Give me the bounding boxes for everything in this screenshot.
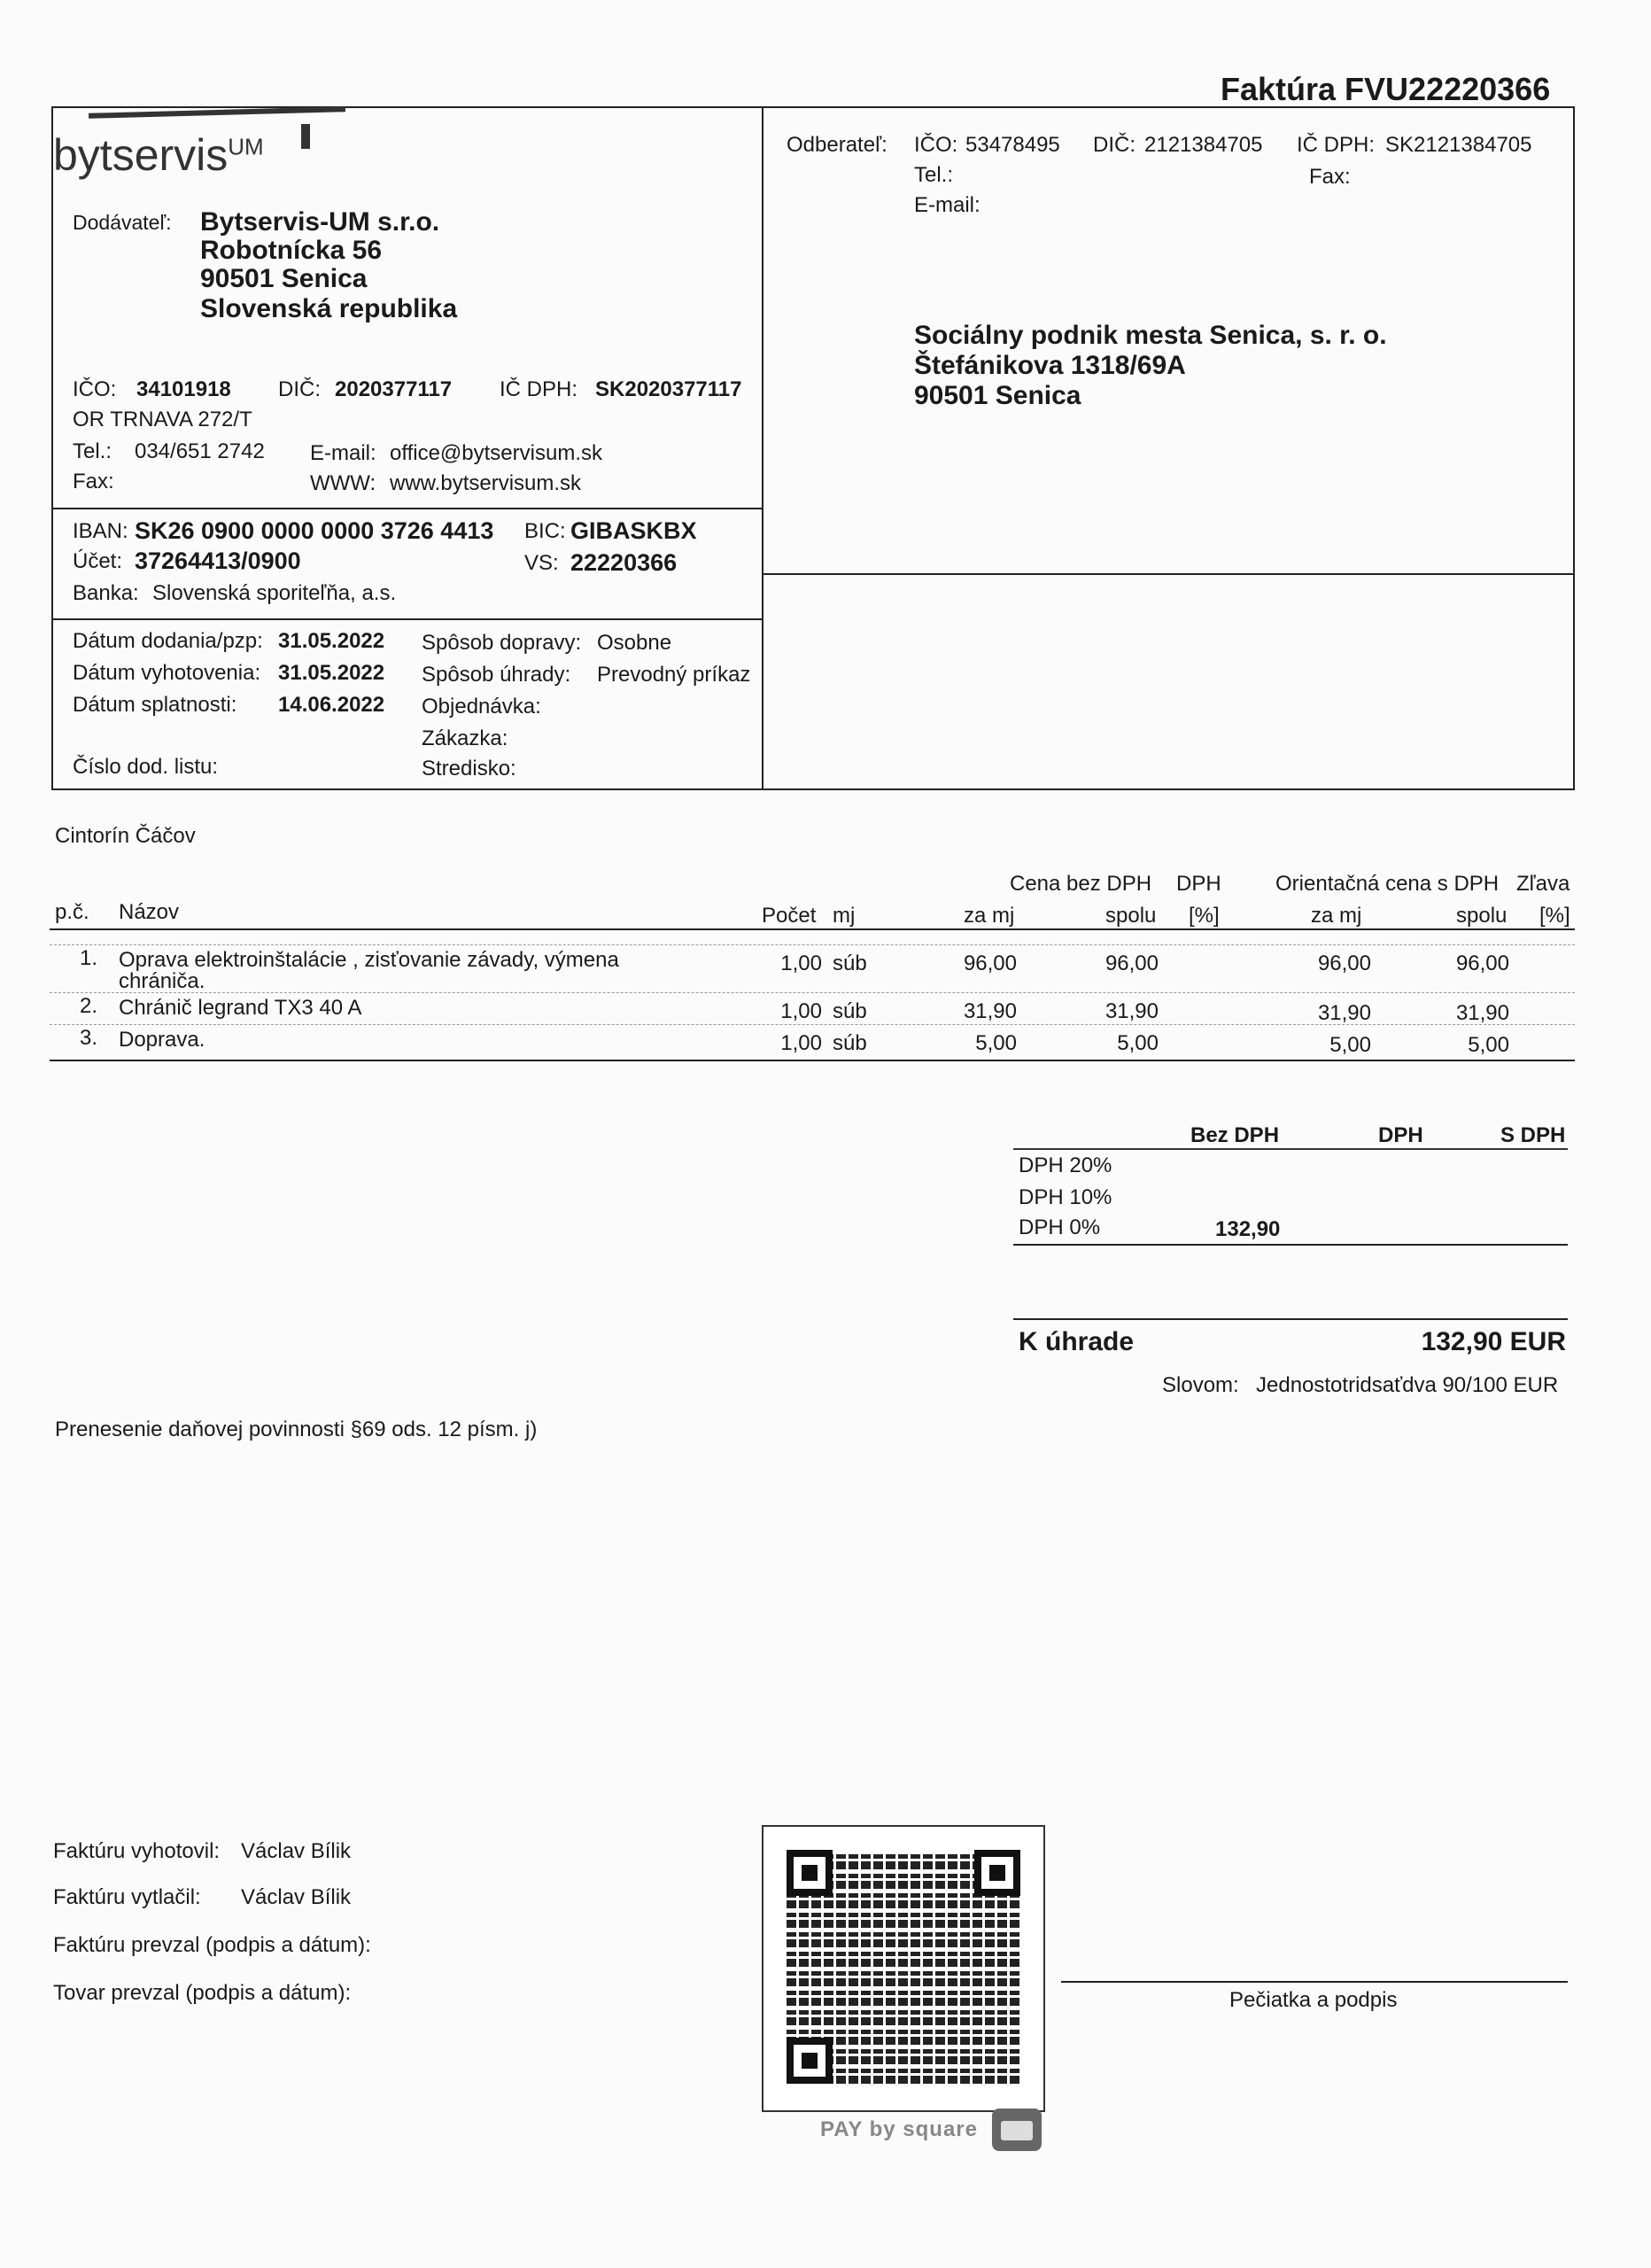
row-no: 2. <box>80 994 98 1018</box>
customer-ico-label: IČO: <box>914 133 958 157</box>
delivery-date-label: Dátum dodania/pzp: <box>73 629 263 653</box>
supplier-ico-label: IČO: <box>73 377 117 401</box>
col-dph-header: DPH <box>1176 872 1221 896</box>
row-total: 5,00 <box>1117 1031 1159 1055</box>
iban-label: IBAN: <box>73 519 128 543</box>
goods-received-label: Tovar prevzal (podpis a dátum): <box>53 1981 352 2005</box>
row-unit: súb <box>833 999 867 1023</box>
summary-gross-header: S DPH <box>1500 1123 1566 1147</box>
row-no: 3. <box>80 1026 98 1050</box>
col-no-header: p.č. <box>55 900 89 924</box>
col-total-header: spolu <box>1105 904 1157 928</box>
customer-email-label: E-mail: <box>914 193 981 217</box>
bank-name: Slovenská sporiteľňa, a.s. <box>152 581 397 605</box>
printed-by: Václav Bílik <box>241 1885 352 1909</box>
summary-base-header: Bez DPH <box>1190 1123 1280 1147</box>
delivery-date: 31.05.2022 <box>278 629 385 653</box>
col-name-header: Názov <box>119 900 180 924</box>
summary-vat-header: DPH <box>1378 1123 1423 1147</box>
col-total2-header: spolu <box>1456 904 1508 928</box>
col-pct2-header: [%] <box>1539 904 1570 928</box>
customer-tel-label: Tel.: <box>914 163 954 187</box>
bank-label: Banka: <box>73 581 139 605</box>
supplier-fax-label: Fax: <box>73 470 114 493</box>
iban: SK26 0900 0000 0000 3726 4413 <box>135 517 494 544</box>
supplier-www-label: WWW: <box>310 471 376 495</box>
customer-label: Odberateľ: <box>787 133 888 157</box>
transport-label: Spôsob dopravy: <box>422 631 582 655</box>
row-name: Doprava. <box>119 1028 205 1052</box>
order-label: Objednávka: <box>422 695 541 718</box>
col-orient-header: Orientačná cena s DPH <box>1275 872 1500 896</box>
supplier-label: Dodávateľ: <box>73 211 172 234</box>
vat0-base: 132,90 <box>1215 1217 1281 1241</box>
due-date: 14.06.2022 <box>278 693 385 717</box>
payment-qr-code <box>762 1825 1045 2112</box>
supplier-email-label: E-mail: <box>310 441 376 465</box>
amount-words-label: Slovom: <box>1162 1373 1239 1397</box>
col-pct-header: [%] <box>1189 904 1220 928</box>
job-label: Zákazka: <box>422 726 508 750</box>
pay-by-square-label: PAY by square <box>820 2117 978 2141</box>
account-number: 37264413/0900 <box>135 548 301 574</box>
col-perunit-header: za mj <box>964 904 1015 928</box>
row-qty: 1,00 <box>780 951 822 975</box>
issued-by-label: Faktúru vyhotovil: <box>53 1839 221 1863</box>
customer-icdph: SK2121384705 <box>1385 133 1532 157</box>
center-label: Stredisko: <box>422 757 516 781</box>
customer-dic-label: DIČ: <box>1093 133 1136 157</box>
issued-by: Václav Bílik <box>241 1839 352 1863</box>
supplier-name: Bytservis-UM s.r.o. <box>200 207 440 237</box>
col-price-header: Cena bez DPH <box>1010 872 1152 896</box>
vat0-row: DPH 0% <box>1019 1216 1101 1239</box>
row-name: Chránič legrand TX3 40 A <box>119 996 362 1020</box>
customer-name: Sociálny podnik mesta Senica, s. r. o. <box>914 321 1387 350</box>
supplier-street: Robotnícka 56 <box>200 236 383 265</box>
row-ototal: 96,00 <box>1455 951 1509 975</box>
col-qty-header: Počet <box>762 904 817 928</box>
customer-city: 90501 Senica <box>914 381 1081 410</box>
delivery-note-label: Číslo dod. listu: <box>73 755 219 779</box>
supplier-www: www.bytservisum.sk <box>390 471 582 495</box>
row-ototal: 31,90 <box>1455 1001 1509 1025</box>
row-name: Oprava elektroinštalácie , zisťovanie závady, výmena <box>119 948 619 972</box>
customer-fax-label: Fax: <box>1309 165 1351 189</box>
col-unit-header: mj <box>833 904 856 928</box>
supplier-city: 90501 Senica <box>200 264 368 293</box>
tax-note: Prenesenie daňovej povinnosti §69 ods. 12 písm. j) <box>55 1418 538 1441</box>
bic-label: BIC: <box>524 519 566 543</box>
vat10-row: DPH 10% <box>1019 1185 1112 1209</box>
row-oprice: 5,00 <box>1329 1033 1371 1057</box>
supplier-ico: 34101918 <box>136 377 231 401</box>
amount-due-label: K úhrade <box>1019 1327 1135 1356</box>
card-icon <box>992 2109 1042 2151</box>
supplier-icdph: SK2020377117 <box>595 377 742 401</box>
due-date-label: Dátum splatnosti: <box>73 693 237 717</box>
issue-date-label: Dátum vyhotovenia: <box>73 661 261 685</box>
row-unit: súb <box>833 1031 867 1055</box>
payment-label: Spôsob úhrady: <box>422 663 571 687</box>
vat20-row: DPH 20% <box>1019 1153 1112 1177</box>
supplier-tel-label: Tel.: <box>73 439 112 463</box>
vs-label: VS: <box>524 551 559 575</box>
row-oprice: 96,00 <box>1317 951 1371 975</box>
invoice-title: Faktúra FVU22220366 <box>1221 71 1551 107</box>
row-price: 31,90 <box>963 999 1017 1023</box>
stamp-signature-label: Pečiatka a podpis <box>1229 1988 1398 2012</box>
row-name-cont: chrániča. <box>119 969 205 993</box>
row-qty: 1,00 <box>780 1031 822 1055</box>
row-ototal: 5,00 <box>1468 1033 1509 1057</box>
variable-symbol: 22220366 <box>570 549 678 576</box>
supplier-dic: 2020377117 <box>335 377 453 401</box>
supplier-register: OR TRNAVA 272/T <box>73 408 252 431</box>
amount-words: Jednostotridsaťdva 90/100 EUR <box>1256 1373 1559 1397</box>
issue-date: 31.05.2022 <box>278 661 385 685</box>
col-perunit2-header: za mj <box>1311 904 1362 928</box>
invoice-received-label: Faktúru prevzal (podpis a dátum): <box>53 1933 371 1957</box>
row-no: 1. <box>80 946 98 970</box>
row-total: 96,00 <box>1105 951 1159 975</box>
bic: GIBASKBX <box>570 517 697 544</box>
transport: Osobne <box>597 631 672 655</box>
payment-method: Prevodný príkaz <box>597 663 751 687</box>
row-price: 5,00 <box>975 1031 1017 1055</box>
amount-due: 132,90 EUR <box>1421 1327 1566 1356</box>
row-price: 96,00 <box>963 951 1017 975</box>
supplier-tel: 034/651 2742 <box>135 439 265 463</box>
customer-icdph-label: IČ DPH: <box>1297 133 1376 157</box>
invoice-note: Cintorín Čáčov <box>55 824 196 848</box>
supplier-email: office@bytservisum.sk <box>390 441 602 465</box>
row-qty: 1,00 <box>780 999 822 1023</box>
row-unit: súb <box>833 951 867 975</box>
customer-ico: 53478495 <box>965 133 1060 157</box>
customer-street: Štefánikova 1318/69A <box>914 351 1186 380</box>
col-discount-header: Zľava <box>1516 872 1570 896</box>
row-total: 31,90 <box>1105 999 1159 1023</box>
printed-by-label: Faktúru vytlačil: <box>53 1885 201 1909</box>
supplier-dic-label: DIČ: <box>278 377 321 401</box>
customer-dic: 2121384705 <box>1144 133 1263 157</box>
supplier-icdph-label: IČ DPH: <box>500 377 578 401</box>
row-oprice: 31,90 <box>1317 1001 1371 1025</box>
supplier-country: Slovenská republika <box>200 294 458 323</box>
account-label: Účet: <box>73 549 123 573</box>
